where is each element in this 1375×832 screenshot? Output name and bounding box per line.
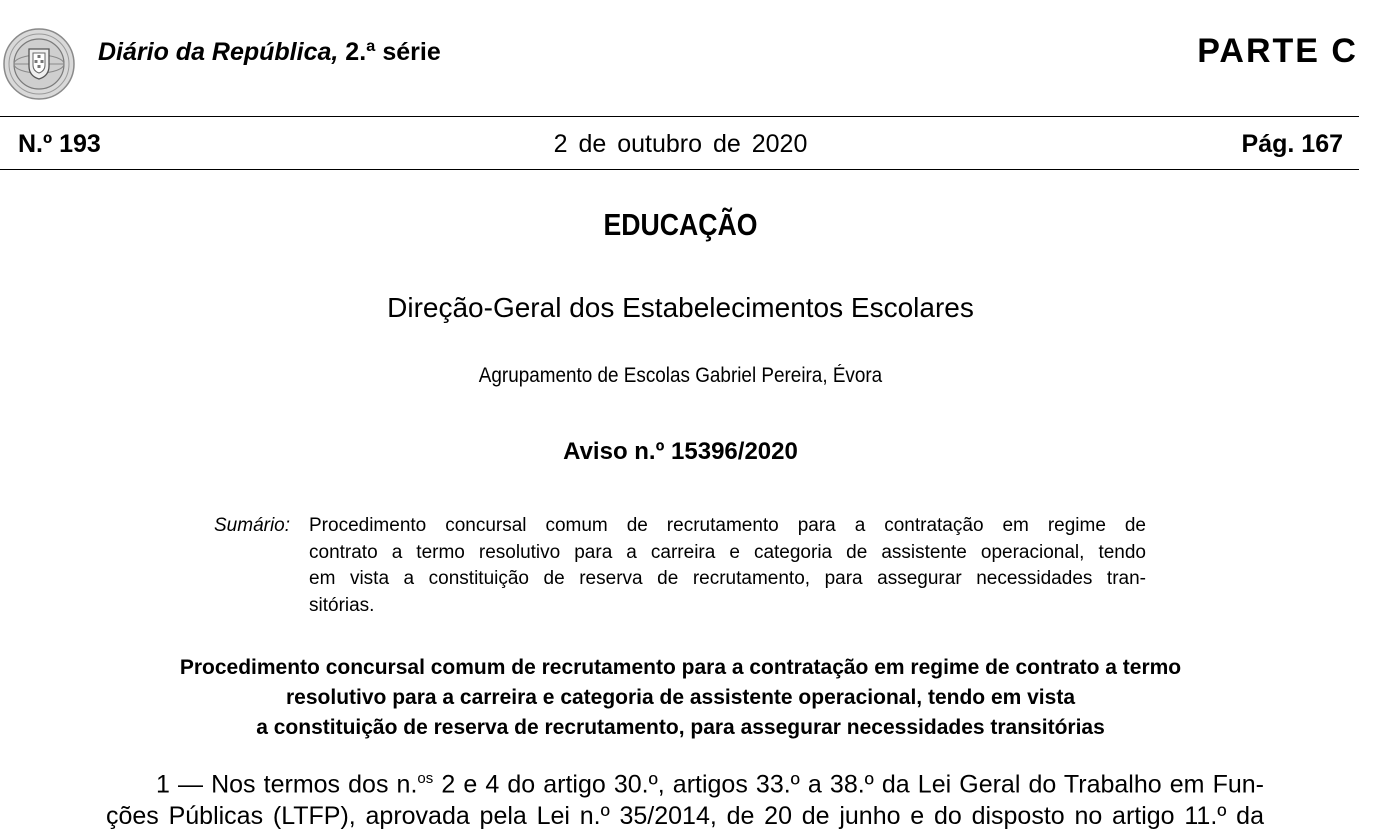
body-line <box>106 763 1264 800</box>
notice-title-line: resolutivo para a carreira e categoria de assistente operacional, tendo em vista <box>286 686 1075 709</box>
journal-title <box>98 38 441 67</box>
summary-label: Sumário: <box>214 515 291 536</box>
body-line-1-end: 2 e 4 do artigo 30.º, artigos 33.º a 38.º da Lei Geral do Trabalho em Fun- <box>433 770 1264 799</box>
part-label: PARTE C <box>1197 32 1358 70</box>
summary-line: sitórias. <box>309 594 375 616</box>
body-line: ções Públicas (LTFP), aprovada pela Lei n.º 35/2014, de 20 de junho e do disposto no artigo 11.º da <box>106 802 1264 831</box>
notice-title-line: Procedimento concursal comum de recrutamento para a contratação em regime de contrato a termo <box>179 656 1182 679</box>
directorate-heading: Direção-Geral dos Estabelecimentos Escolares <box>387 292 974 323</box>
notice-title-line: a constituição de reserva de recrutamento, para assegurar necessidades transitórias <box>256 716 1105 739</box>
notice-number: Aviso n.º 15396/2020 <box>563 438 798 465</box>
top-divider <box>0 116 1359 117</box>
summary-line: em vista a constituição de reserva de recrutamento, para assegurar necessidades tran- <box>309 568 1146 589</box>
body-line-1-start: 1 — Nos termos dos n. <box>156 770 418 799</box>
summary-line: Procedimento concursal comum de recrutamento para a contratação em regime de <box>309 515 1146 536</box>
coat-of-arms-seal <box>2 27 76 101</box>
issue-number: N.º 193 <box>18 130 101 158</box>
summary-line: contrato a termo resolutivo para a carreira e categoria de assistente operacional, tendo <box>309 541 1146 563</box>
school-group-heading: Agrupamento de Escolas Gabriel Pereira, Évora <box>478 364 883 387</box>
page-number: Pág. 167 <box>1241 130 1343 158</box>
journal-title-name: Diário da República, <box>98 38 339 66</box>
body-paragraph <box>106 763 1264 832</box>
body-line-1-superscript: os <box>417 770 434 787</box>
issue-date: 2 de outubro de 2020 <box>553 130 808 158</box>
bottom-divider <box>0 169 1359 170</box>
journal-title-series: 2.ª série <box>345 38 441 66</box>
ministry-heading: EDUCAÇÃO <box>603 207 758 242</box>
notice-title <box>0 653 1361 743</box>
